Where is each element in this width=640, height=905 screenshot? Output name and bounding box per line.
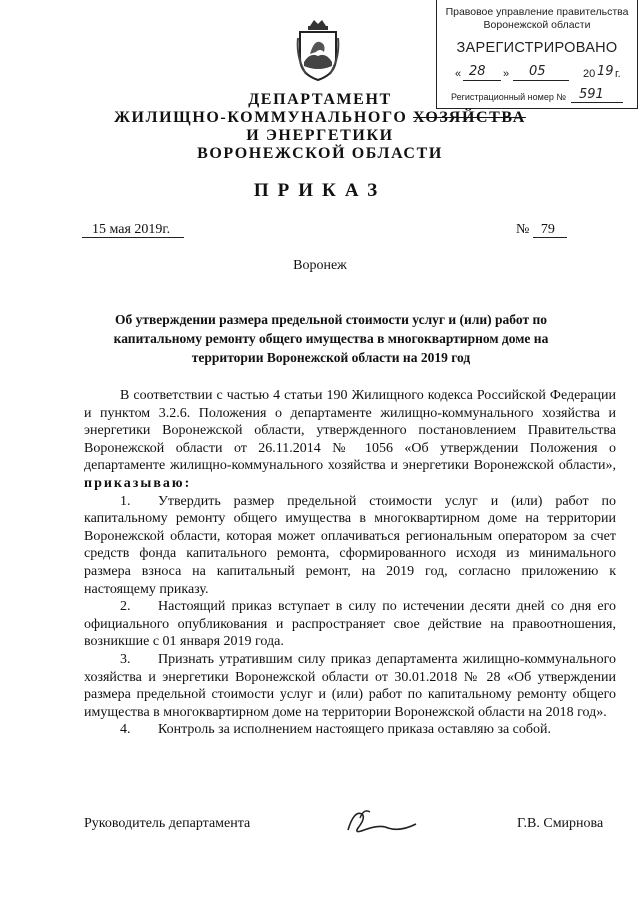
order-date: 15 мая 2019г. bbox=[82, 222, 184, 238]
stamp-authority: Правовое управление правительства Воронежской области bbox=[445, 6, 629, 31]
handwritten-signature-icon bbox=[340, 800, 420, 840]
order-number: № 79 bbox=[516, 222, 567, 238]
city: Воронеж bbox=[293, 258, 347, 273]
stamp-status: ЗАРЕГИСТРИРОВАНО bbox=[456, 40, 618, 56]
stamp-year-prefix: 20 bbox=[583, 68, 596, 80]
list-item: 2. Настоящий приказ вступает в силу по истечении десяти дней со дня его официального опубликования и распространяет свое действие на правоотношения, возникшие с 01 января 2019 года. bbox=[84, 599, 616, 650]
dept-line-4: ВОРОНЕЖСКОЙ ОБЛАСТИ bbox=[197, 145, 443, 162]
list-item: 3. Признать утратившим силу приказ департамента жилищно-коммунального хозяйства и энергетики Воронежской области от 30.01.2018 № 28 «Об утверждении размера предельной стоимости услуг и (или) работ по капитальному ремонту общего имущества в многоквартирном доме на территории Воронежской области на 2018 год». bbox=[84, 651, 616, 720]
stamp-reg-label: Регистрационный номер № bbox=[451, 92, 567, 102]
preamble: В соответствии с частью 4 статьи 190 Жилищного кодекса Российской Федерации и пунктом 3.2.6. Положения о департаменте жилищно-коммунального хозяйства и энергетики Воронежской области, утвержденного постановлением Правительства Воронежской области от 26.11.2014 № 1056 «Об утверждении Положения о департаменте жилищно-коммунального хозяйства и энергетики Воронежской области», приказываю: bbox=[84, 388, 616, 491]
list-item: 1. Утвердить размер предельной стоимости услуг и (или) работ по капитальному ремонту общего имущества в многоквартирном доме на территории Воронежской области, которая может оплачиваться региональным оператором за счет средств фонда капитального ремонта, сформированного исходя из минимального размера взноса на капитальный ремонт, на 2019 год, согласно приложению к настоящему приказу. bbox=[84, 493, 616, 597]
document-type: ПРИКАЗ bbox=[253, 180, 387, 201]
signer-name: Г.В. Смирнова bbox=[517, 816, 604, 831]
registration-stamp: Правовое управление правительства Воронежской области ЗАРЕГИСТРИРОВАНО « 28 » 05 20 19 г. Регистрационный номер № 591 bbox=[436, 0, 638, 109]
stamp-month: 05 bbox=[529, 64, 546, 79]
order-body bbox=[84, 387, 616, 739]
coat-of-arms-icon bbox=[296, 18, 340, 84]
order-title: Об утверждении размера предельной стоимости услуг и (или) работ по капитальному ремонту общего имущества в многоквартирном доме на территории Воронежской области на 2019 год bbox=[113, 312, 549, 365]
order-word: приказываю: bbox=[84, 475, 192, 491]
stamp-reg-value: 591 bbox=[579, 87, 604, 102]
dept-line-3: И ЭНЕРГЕТИКИ bbox=[246, 127, 394, 144]
dept-line-2: ЖИЛИЩНО-КОММУНАЛЬНОГО ХОЗЯЙСТВА bbox=[114, 109, 526, 126]
stamp-day: 28 bbox=[469, 64, 486, 79]
list-item: 4. Контроль за исполнением настоящего приказа оставляю за собой. bbox=[120, 722, 552, 738]
stamp-year-suffix: 19 bbox=[597, 64, 614, 79]
dept-line-1: ДЕПАРТАМЕНТ bbox=[248, 91, 392, 108]
signer-role: Руководитель департамента bbox=[84, 816, 251, 831]
stamp-year-end: г. bbox=[615, 68, 621, 80]
